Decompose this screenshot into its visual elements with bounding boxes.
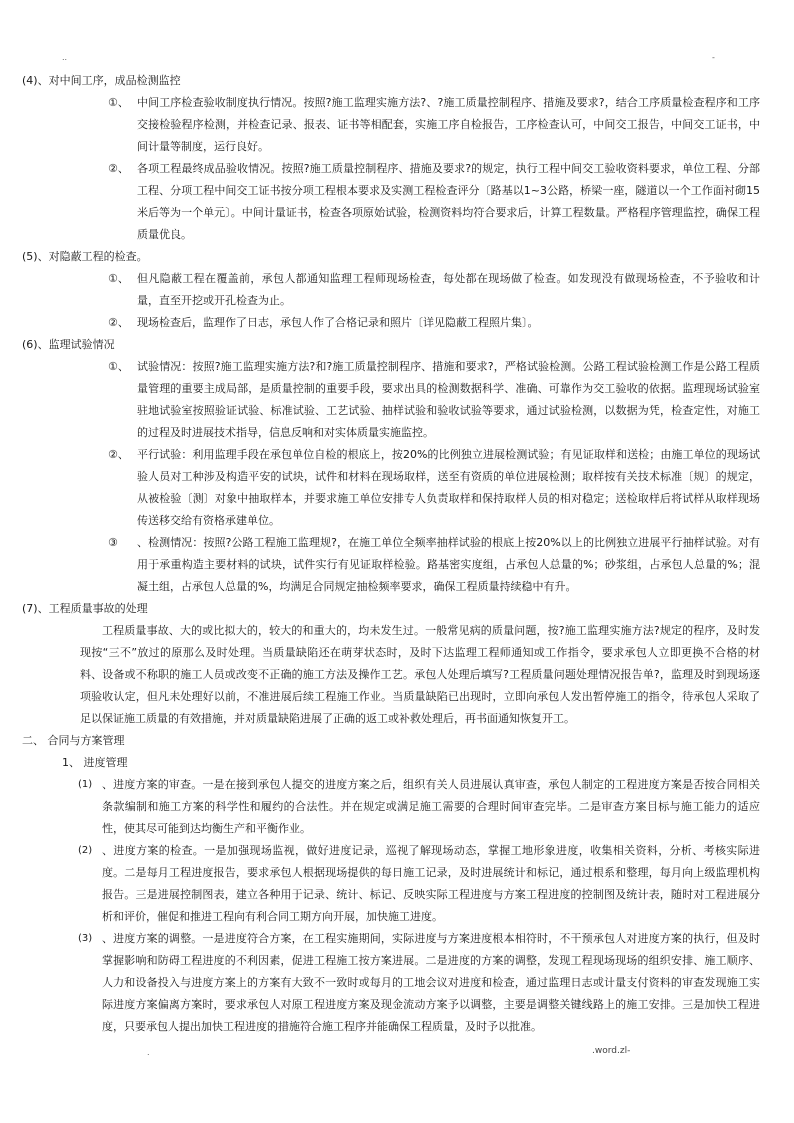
item-number: ①、: [108, 360, 129, 373]
item-text: 平行试验：利用监理手段在承包单位自检的根底上，按20%的比例独立进展检测试验；有见证取样和送检；由施工单位的现场试验人员对工种涉及构造平安的试块，试件和材料在现场取样，送至有资质的单位进展检测；取样按有关技术标准〔规〕的规定，从被检验〔测〕对象中抽取样本，并要求施工单位安排专人负责取样和保持取样人员的相对稳定；送检取样后将试样从取样现场传送移交给有资格承建单位。: [137, 448, 760, 527]
document-body: [0, 70, 794, 1038]
section-6-item-3: [0, 532, 794, 598]
item-number: (1): [78, 779, 93, 790]
item-number: (2): [78, 845, 93, 856]
item-text: 现场检查后，监理作了日志，承包人作了合格记录和照片〔详见隐蔽工程照片集〕。: [137, 316, 539, 329]
footer-right-mark: .word.zl-: [592, 1046, 631, 1056]
section-5-item-2: [0, 312, 794, 334]
part-2-heading: 二、 合同与方案管理: [22, 734, 125, 747]
section-4-item-2: [0, 158, 794, 246]
item-number: ①、: [108, 272, 129, 285]
part-2-subheading: 1、 进度管理: [62, 756, 128, 769]
item-number: (3): [78, 933, 93, 944]
item-text: 但凡隐蔽工程在覆盖前，承包人都通知监理工程师现场检查，每处都在现场做了检查。如发现没有做现场检查，不予验收和计量，直至开挖或开孔检查为止。: [137, 272, 760, 307]
section-7-paragraph: 工程质量事故、大的或比拟大的，较大的和重大的，均未发生过。一般常见病的质量问题，按?施工监理实施方法?规定的程序，及时发现按“三不”放过的原那么及时处理。当质量缺陷还在萌芽状态时，及时下达监理工程师通知或工作指令，要求承包人立即更换不合格的材料、设备或不称职的施工人员或改变不正确的施工方法及操作工艺。承包人处理后填写?工程质量问题处理情况报告单?，监理及时到现场逐项验收认定，但凡未处理好以前，不准进展后续工程施工作业。当质量缺陷已出现时，立即向承包人发出暂停施工的指令，待承包人采取了足以保证施工质量的有效措施，并对质量缺陷进展了正确的返工或补救处理后，再书面通知恢复开工。: [80, 624, 760, 725]
item-text: 中间工序检查验收制度执行情况。按照?施工监理实施方法?、?施工质量控制程序、措施及要求?，结合工序质量检查程序和工序交接检验程序检测，并检查记录、报表、证书等相配套，实施工序自检报告，工序检查认可，中间交工报告，中间交工证书，中间计量等制度，运行良好。: [137, 96, 760, 153]
header-right-mark: -: [712, 53, 715, 62]
item-number: ②、: [108, 162, 129, 175]
item-text: 、检测情况：按照?公路工程施工监理规?，在施工单位全频率抽样试验的根底上按20%以上的比例独立进展平行抽样试验。对有用于承重构造主要材料的试块，试件实行有见证取样检验。路基密实度组，占承包人总量的%；砂浆组，占承包人总量的%；混凝土组，占承包人总量的%，均满足合同规定抽检频率要求，确保工程质量持续稳中有升。: [137, 536, 760, 593]
section-4-item-1: [0, 92, 794, 158]
section-6-heading: (6)、监理试验情况: [22, 338, 115, 351]
item-text: 、进度方案的调整。一是进度符合方案，在工程实施期间，实际进度与方案进度根本相符时，不干预承包人对进度方案的执行，但及时掌握影响和防碍工程进度的不利因素，促进工程施工按方案进展。二是进度的方案的调整，发现工程现场现场的组织安排、施工顺序、人力和设备投入与进度方案上的方案有大致不一致时或每月的工地会议对进度和检查，通过监理日志或计量支付资料的审查发现施工实际进度方案偏离方案时，要求承包人对原工程进度方案及现金流动方案予以调整，主要是调整关键线路上的施工安排。三是加快工程进度，只要承包人提出加快工程进度的措施符合施工程序并能确保工程质量，及时予以批准。: [102, 932, 760, 1033]
item-text: 、进度方案的审查。一是在接到承包人提交的进度方案之后，组织有关人员进展认真审查，承包人制定的工程进度方案是否按合同相关条款编制和施工方案的科学性和履约的合法性。并在规定或满足施工需要的合理时间审查完毕。二是审查方案目标与施工能力的适应性，使其尽可能到达均衡生产和平衡作业。: [102, 778, 760, 835]
progress-item-2: [0, 840, 794, 928]
header-left-mark: ..: [62, 53, 68, 62]
footer-left-mark: .: [147, 1048, 150, 1057]
item-number: ①、: [108, 96, 129, 109]
section-6-item-1: [0, 356, 794, 444]
section-6-item-2: [0, 444, 794, 532]
section-5-heading: (5)、对隐蔽工程的检查。: [22, 250, 148, 263]
progress-item-1: [0, 774, 794, 840]
item-number: ②、: [108, 316, 129, 329]
item-text: 各项工程最终成品验收情况。按照?施工质量控制程序、措施及要求?的规定，执行工程中间交工验收资料要求，单位工程、分部工程、分项工程中间交工证书按分项工程根本要求及实测工程检查评分〔路基以1~3公路，桥梁一座，隧道以一个工作面衬砌15米后等为一个单元〕。中间计量证书，检查各项原始试验，检测资料均符合要求后，计算工程数量。严格程序管理监控，确保工程质量优良。: [137, 162, 760, 241]
item-number: ③: [108, 536, 118, 549]
section-5-item-1: [0, 268, 794, 312]
progress-item-3: [0, 928, 794, 1038]
item-number: ②、: [108, 448, 129, 461]
item-text: 试验情况：按照?施工监理实施方法?和?施工质量控制程序、措施和要求?，严格试验检测。公路工程试验检测工作是公路工程质量管理的重要主成局部，是质量控制的重要手段，要求出具的检测数据科学、准确、可靠作为交工验收的依据。监理现场试验室驻地试验室按照验证试验、标准试验、工艺试验、抽样试验和验收试验等要求，通过试验检测，以数据为凭，检查定性，对施工的过程及时进展技术指导，信息反响和对实体质量实施监控。: [137, 360, 760, 439]
section-7-heading: (7)、工程质量事故的处理: [22, 602, 148, 615]
section-4-heading: (4)、对中间工序，成品检测监控: [22, 74, 181, 87]
item-text: 、进度方案的检查。一是加强现场监视，做好进度记录，巡视了解现场动态，掌握工地形象进度，收集相关资料，分析、考核实际进度。二是每月工程进度报告，要求承包人根据现场提供的每日施工记录，及时进展统计和标记，通过根系和整理，每月向上级监理机构报告。三是进展控制图表，建立各种用于记录、统计、标记、反映实际工程进度与方案工程进度的控制图及统计表，随时对工程进展分析和评价，催促和推进工程向有利合同工期方向开展，加快施工进度。: [102, 844, 760, 923]
